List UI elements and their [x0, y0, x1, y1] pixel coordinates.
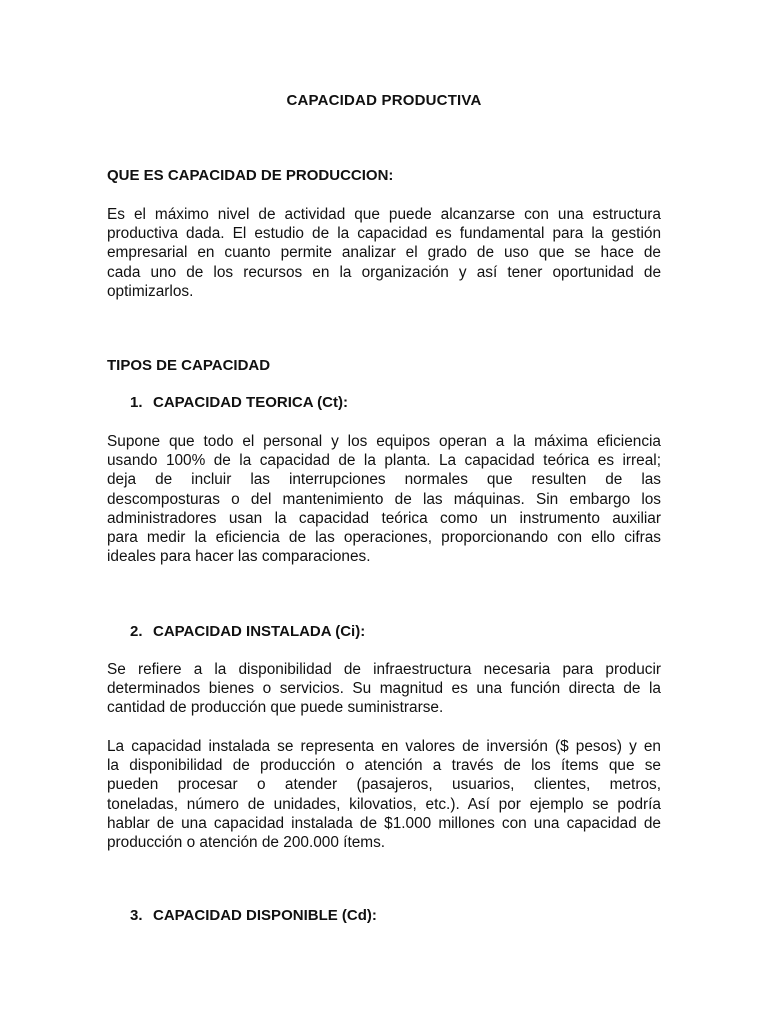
item-number: 1. [130, 394, 143, 411]
paragraph-line: determinados bienes o servicios. Su magnitud es una función directa de la [107, 680, 661, 698]
paragraph-line: hablar de una capacidad instalada de $1.000 millones con una capacidad de [107, 814, 661, 832]
paragraph-line: Supone que todo el personal y los equipos operan a la máxima eficiencia [107, 433, 661, 450]
paragraph-line: producción o atención de 200.000 ítems. [107, 834, 386, 852]
item-number: 2. [130, 623, 143, 640]
paragraph-line: La capacidad instalada se representa en valores de inversión ($ pesos) y en [107, 738, 661, 755]
teorica-paragraph [107, 432, 661, 566]
paragraph-line: cantidad de producción que puede suministrarse. [107, 699, 444, 717]
paragraph-line: administradores usan la capacidad teórica como un instrumento auxiliar [107, 509, 661, 527]
paragraph-line: descomposturas o del mantenimiento de las máquinas. Sin embargo los [107, 490, 661, 508]
section-heading-definition: QUE ES CAPACIDAD DE PRODUCCION: [107, 167, 394, 184]
section-heading-types: TIPOS DE CAPACIDAD [107, 357, 271, 374]
paragraph-line: para medir la eficiencia de las operaciones, proporcionando con ello cifras [107, 529, 661, 547]
paragraph-line: usando 100% de la capacidad de la planta. La capacidad teórica es irreal; [107, 452, 661, 470]
instalada-paragraph-1 [107, 660, 661, 718]
item-heading-text: CAPACIDAD INSTALADA (Ci): [153, 623, 366, 640]
item-number: 3. [130, 907, 143, 924]
paragraph-line: pueden procesar o atender (pasajeros, usuarios, clientes, metros, [107, 776, 661, 794]
item-heading-disponible [130, 906, 377, 926]
item-heading-teorica [130, 393, 348, 413]
item-heading-instalada [130, 622, 365, 642]
paragraph-line: empresarial en cuanto permite analizar el grado de uso que se hace de [107, 244, 661, 262]
paragraph-line: toneladas, número de unidades, kilovatios, etc.). Así por ejemplo se podría [107, 795, 661, 813]
paragraph-line: deja de incluir las interrupciones normales que resulten de las [107, 471, 661, 489]
paragraph-line: Se refiere a la disponibilidad de infraestructura necesaria para producir [107, 661, 661, 678]
paragraph-line: ideales para hacer las comparaciones. [107, 548, 371, 566]
item-heading-text: CAPACIDAD TEORICA (Ct): [153, 394, 348, 411]
item-heading-text: CAPACIDAD DISPONIBLE (Cd): [153, 907, 377, 924]
paragraph-line: productiva dada. El estudio de la capacidad es fundamental para la gestión [107, 225, 661, 243]
definition-paragraph [107, 205, 661, 301]
paragraph-line: optimizarlos. [107, 282, 194, 300]
paragraph-line: Es el máximo nivel de actividad que puede alcanzarse con una estructura [107, 206, 661, 223]
page-title: CAPACIDAD PRODUCTIVA [286, 92, 482, 109]
instalada-paragraph-2 [107, 737, 661, 852]
paragraph-line: la disponibilidad de producción o atención a través de los ítems que se [107, 757, 661, 775]
paragraph-line: cada uno de los recursos en la organización y así tener oportunidad de [107, 263, 661, 281]
